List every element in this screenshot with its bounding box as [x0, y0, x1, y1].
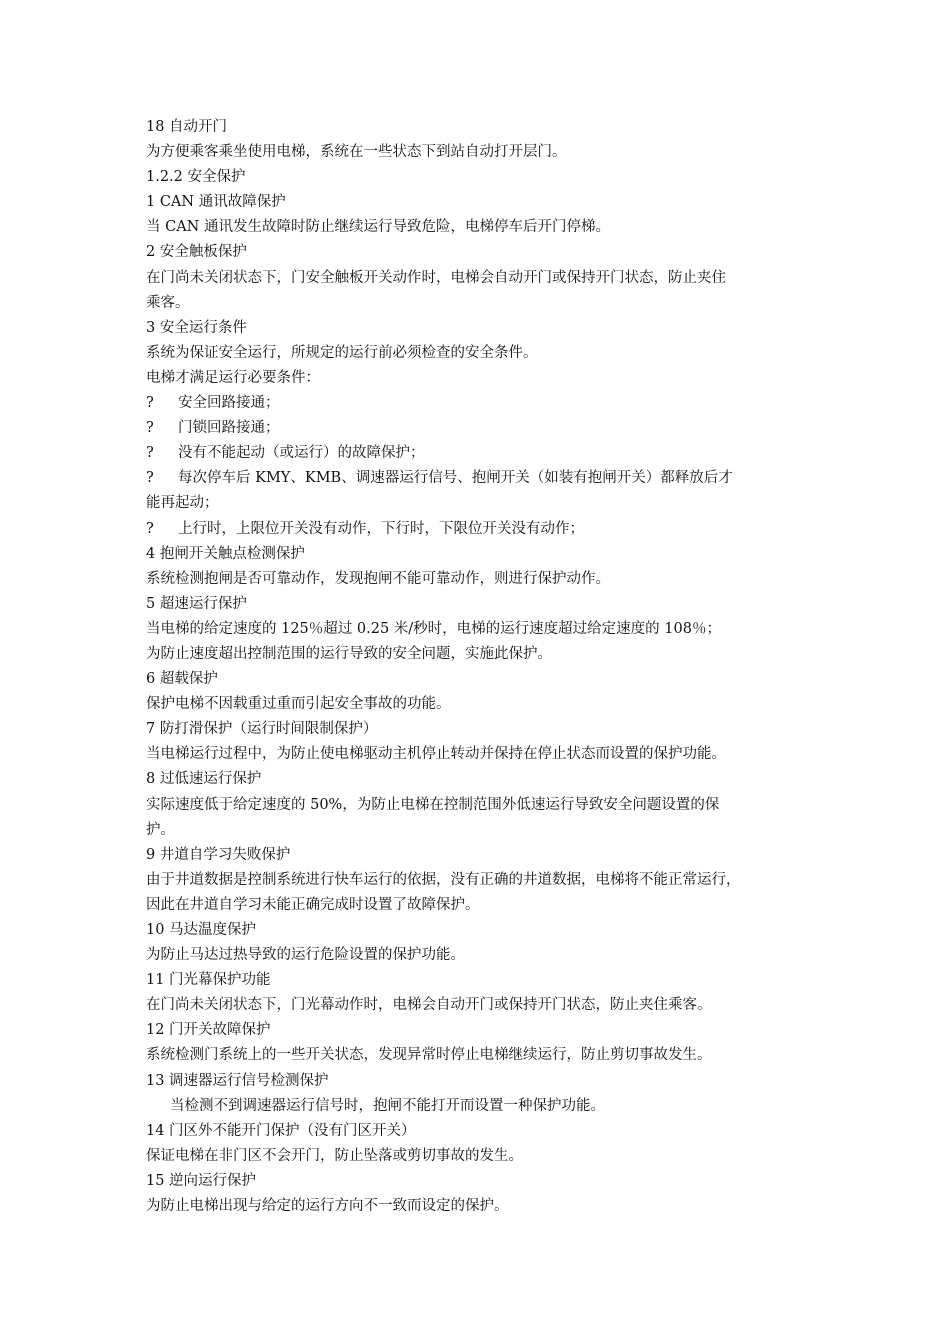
paragraph-line: 当 CAN 通讯发生故障时防止继续运行导致危险，电梯停车后开门停梯。	[146, 219, 610, 236]
paragraph-line: 护。	[146, 821, 175, 838]
bullet-item	[146, 391, 816, 416]
section-heading: 2 安全触板保护	[146, 244, 247, 261]
section-heading: 1.2.2 安全保护	[146, 169, 246, 186]
paragraph-line: 为方便乘客乘坐使用电梯，系统在一些状态下到站自动打开层门。	[146, 144, 567, 161]
section-heading: 9 井道自学习失败保护	[146, 846, 291, 863]
section-heading: 5 超速运行保护	[146, 595, 247, 612]
section-heading: 10 马达温度保护	[146, 922, 257, 938]
paragraph-line: 为防止电梯出现与给定的运行方向不一致而设定的保护。	[146, 1198, 509, 1215]
section-heading: 15 逆向运行保护	[146, 1172, 257, 1189]
paragraph-line: 当电梯运行过程中，为防止使电梯驱动主机停止转动并保持在停止状态而设置的保护功能。	[146, 746, 726, 763]
bullet-item	[146, 517, 816, 542]
section-heading: 14 门区外不能开门保护（没有门区开关）	[146, 1122, 416, 1139]
section-heading: 18 自动开门	[146, 119, 228, 135]
bullet-text: 上行时，上限位开关没有动作，下行时，下限位开关没有动作；	[178, 520, 584, 537]
bullet-marker: ?	[146, 445, 154, 462]
paragraph-line: 当检测不到调速器运行信号时，抱闸不能打开而设置一种保护功能。	[170, 1097, 605, 1114]
section-heading: 6 超载保护	[146, 671, 218, 688]
bullet-item	[146, 441, 816, 466]
paragraph-line: 因此在井道自学习未能正确完成时设置了故障保护。	[146, 896, 480, 913]
bullet-item	[146, 416, 816, 441]
paragraph-line: 在门尚未关闭状态下，门安全触板开关动作时，电梯会自动开门或保持开门状态，防止夹住	[146, 269, 726, 286]
section-heading: 1 CAN 通讯故障保护	[146, 194, 286, 211]
paragraph-line: 实际速度低于给定速度的 50%，为防止电梯在控制范围外低速运行导致安全问题设置的保	[146, 796, 720, 813]
paragraph-line: 系统为保证安全运行，所规定的运行前必须检查的安全条件。	[146, 344, 538, 361]
section-heading: 8 过低速运行保护	[146, 771, 262, 788]
paragraph-line: 能再起动；	[146, 495, 219, 512]
paragraph-line: 在门尚未关闭状态下，门光幕动作时，电梯会自动开门或保持开门状态，防止夹住乘客。	[146, 997, 712, 1014]
document-body	[146, 115, 816, 1219]
bullet-text: 安全回路接通；	[178, 395, 280, 412]
bullet-marker: ?	[146, 395, 154, 412]
bullet-text: 没有不能起动（或运行）的故障保护；	[178, 445, 425, 462]
bullet-item	[146, 466, 816, 491]
paragraph-line: 保证电梯在非门区不会开门，防止坠落或剪切事故的发生。	[146, 1147, 523, 1164]
paragraph-line: 为防止马达过热导致的运行危险设置的保护功能。	[146, 947, 465, 964]
bullet-marker: ?	[146, 520, 154, 537]
paragraph-line: 系统检测门系统上的一些开关状态，发现异常时停止电梯继续运行，防止剪切事故发生。	[146, 1047, 712, 1064]
bullet-marker: ?	[146, 420, 154, 437]
paragraph-line: 电梯才满足运行必要条件：	[146, 369, 320, 386]
section-heading: 11 门光幕保护功能	[146, 972, 271, 989]
paragraph-line: 当电梯的给定速度的 125％超过 0.25 米/秒时，电梯的运行速度超过给定速度的 108％；	[146, 620, 721, 637]
paragraph-line: 系统检测抱闸是否可靠动作，发现抱闸不能可靠动作，则进行保护动作。	[146, 570, 610, 587]
section-heading: 3 安全运行条件	[146, 319, 247, 336]
section-heading: 4 抱闸开关触点检测保护	[146, 545, 305, 562]
section-heading: 13 调速器运行信号检测保护	[146, 1072, 329, 1089]
paragraph-line: 由于井道数据是控制系统进行快车运行的依据，没有正确的井道数据，电梯将不能正常运行，	[146, 871, 741, 888]
bullet-text: 每次停车后 KMY、KMB、调速器运行信号、抱闸开关（如装有抱闸开关）都释放后才	[178, 470, 733, 487]
paragraph-line: 保护电梯不因载重过重而引起安全事故的功能。	[146, 696, 451, 713]
bullet-text: 门锁回路接通；	[178, 420, 280, 437]
bullet-marker: ?	[146, 470, 154, 487]
section-heading: 12 门开关故障保护	[146, 1022, 271, 1039]
paragraph-line: 为防止速度超出控制范围的运行导致的安全问题，实施此保护。	[146, 645, 552, 662]
section-heading: 7 防打滑保护（运行时间限制保护）	[146, 721, 378, 738]
paragraph-line: 乘客。	[146, 294, 190, 311]
